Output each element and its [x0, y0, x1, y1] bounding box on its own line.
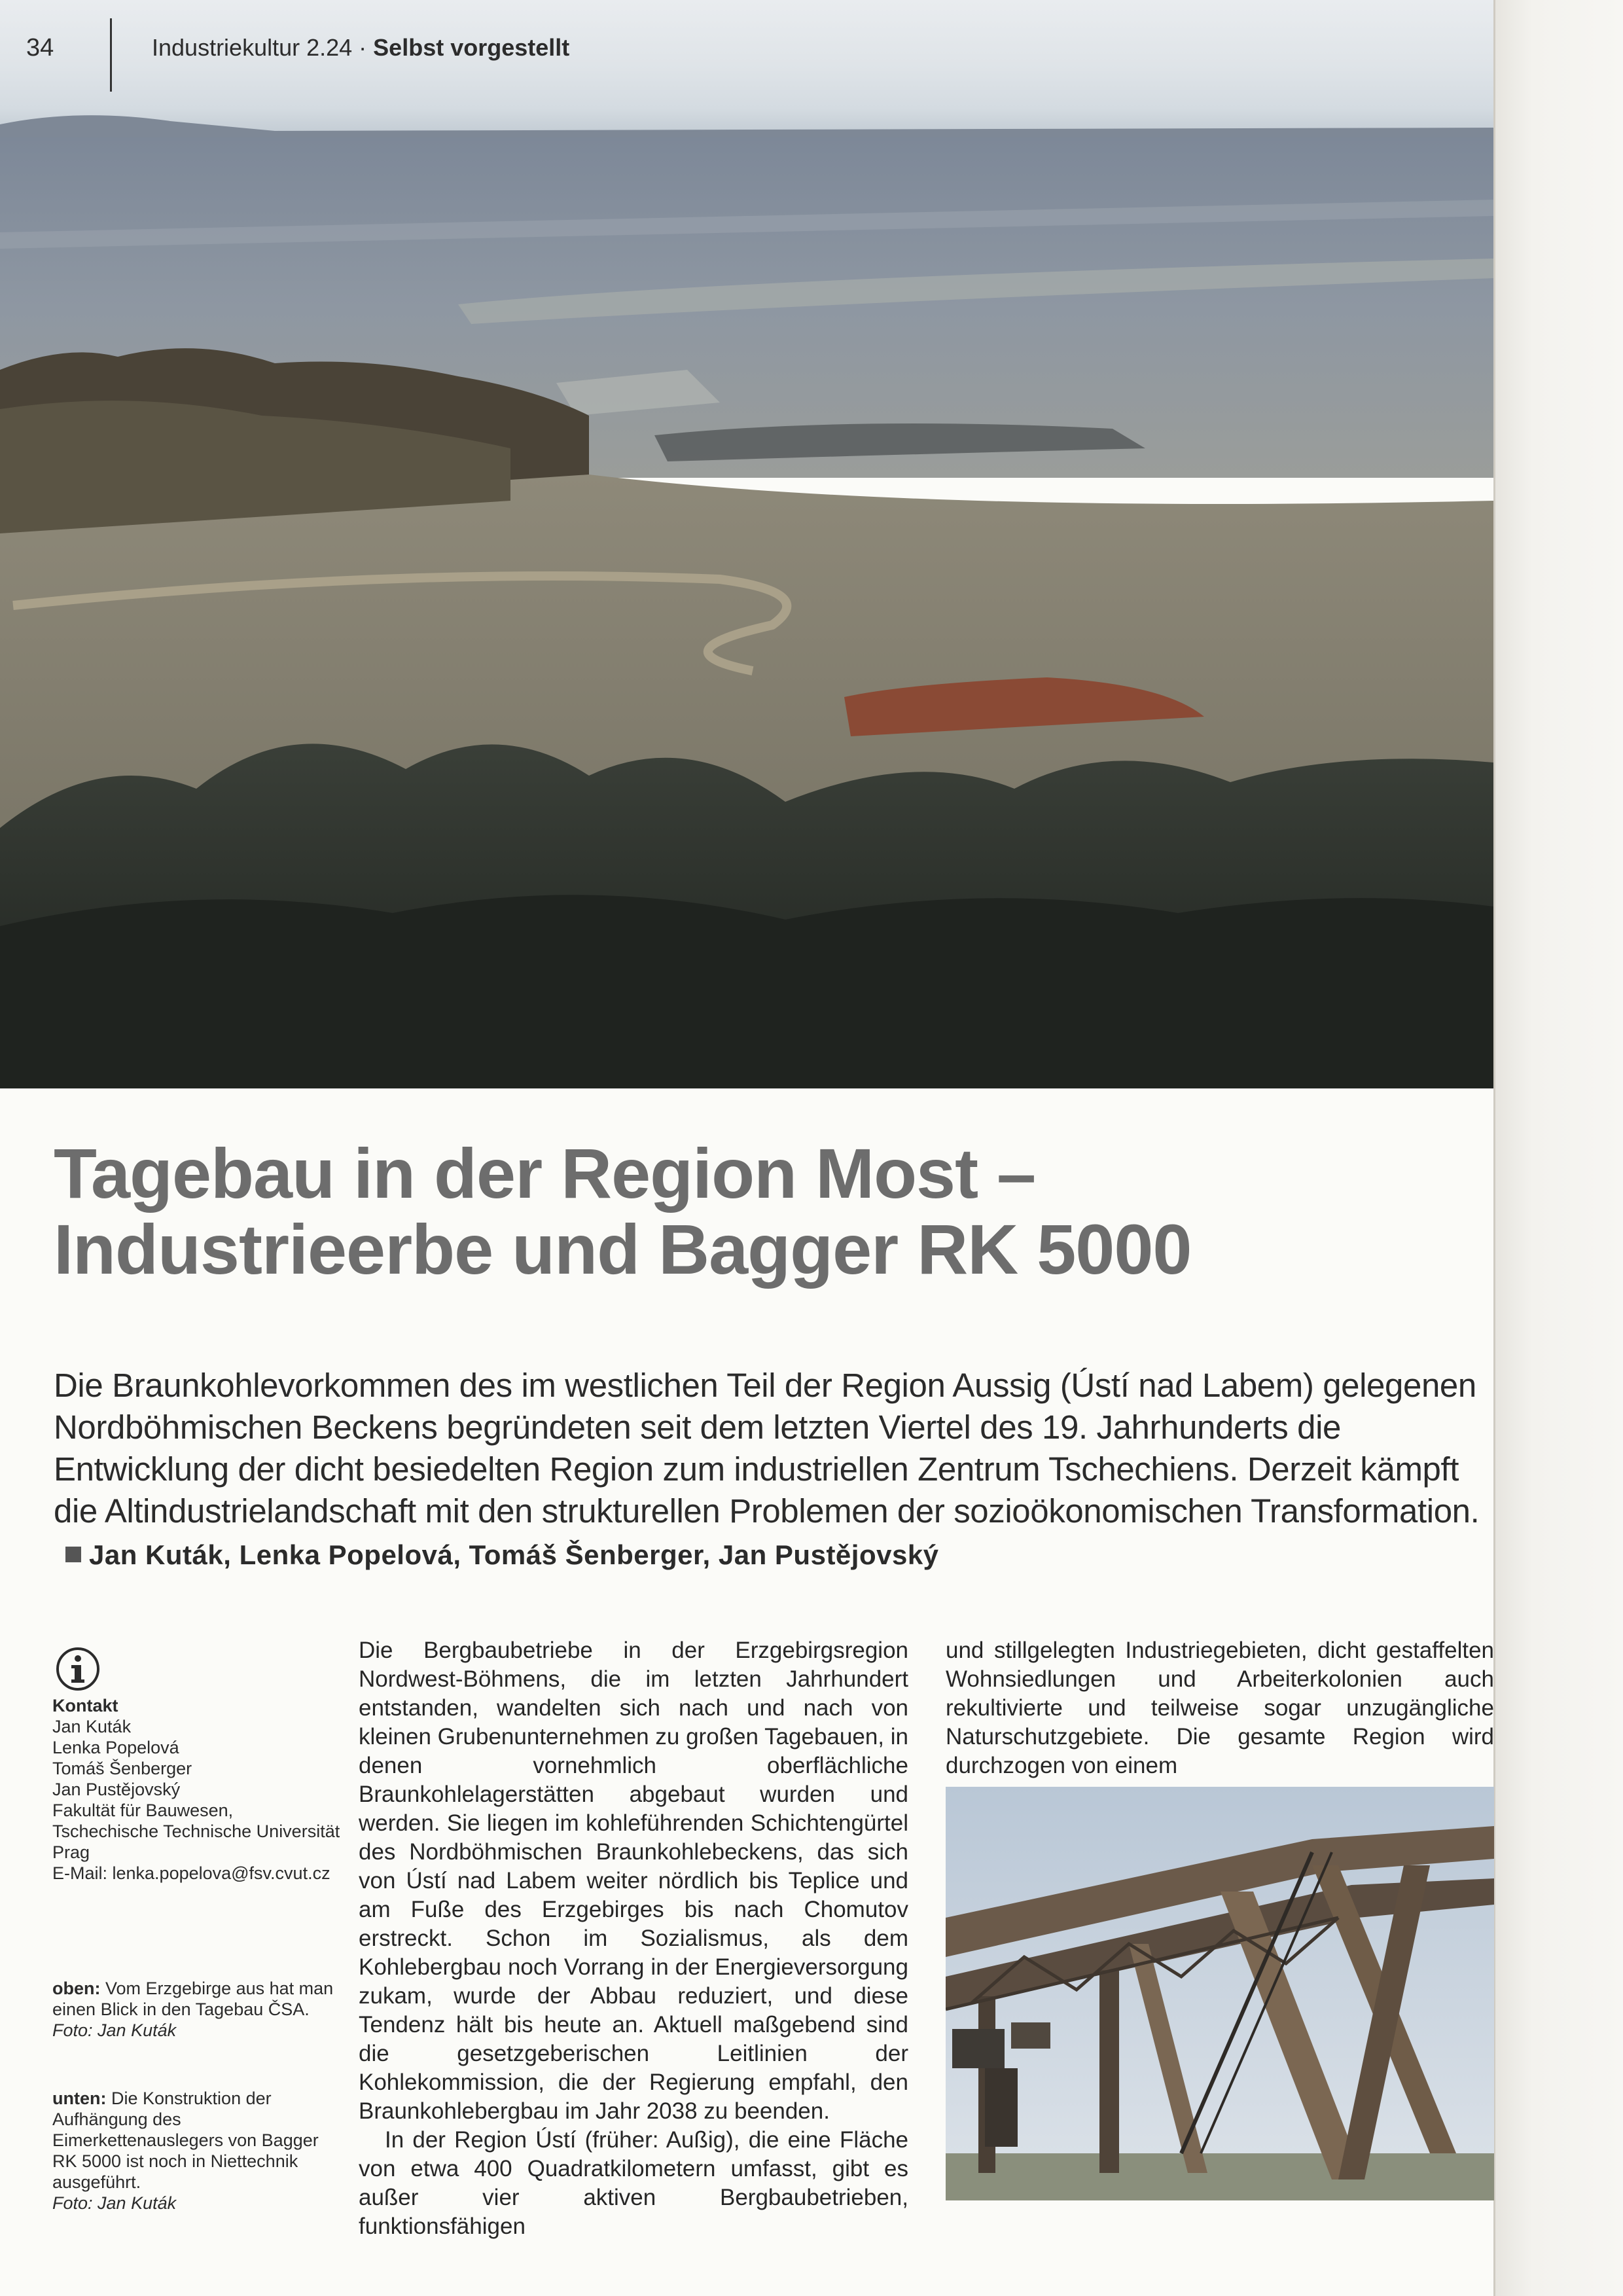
- caption-label: unten:: [52, 2089, 107, 2108]
- contact-line: Fakultät für Bauwesen, Tschechische Technische Universität Prag: [52, 1801, 340, 1862]
- photo-credit: Foto: Jan Kuták: [52, 2020, 177, 2040]
- page-edge: [1493, 0, 1623, 2296]
- excavator-steel-structure-photo: [946, 1787, 1494, 2200]
- contact-email: E-Mail: lenka.popelova@fsv.cvut.cz: [52, 1863, 330, 1883]
- contact-line: Tomáš Šenberger: [52, 1759, 192, 1778]
- photo-credit: Foto: Jan Kuták: [52, 2193, 177, 2213]
- page-header: [0, 0, 1493, 108]
- body-column-middle: [359, 1636, 908, 2241]
- section-subtitle: Selbst vorgestellt: [373, 34, 570, 61]
- title-line-1: Tagebau in der Region Most –: [54, 1134, 1036, 1213]
- caption-bottom: [52, 2088, 340, 2214]
- page-number: 34: [26, 34, 54, 62]
- title-line-2: Industrieerbe und Bagger RK 5000: [54, 1210, 1192, 1289]
- info-circle-icon: [55, 1646, 101, 1692]
- section-title: [152, 34, 569, 62]
- contact-line: Jan Pustějovský: [52, 1780, 181, 1799]
- contact-line: Jan Kuták: [52, 1717, 132, 1736]
- contact-box: [52, 1695, 340, 1884]
- caption-text: Die Konstruktion der Aufhängung des Eimerkettenauslegers von Bagger RK 5000 ist noch in Niettechnik ausgeführt.: [52, 2089, 319, 2192]
- hero-photo: [0, 108, 1493, 1088]
- section-name: Industriekultur 2.24 ·: [152, 34, 374, 61]
- article-title: [54, 1136, 1461, 1287]
- body-paragraph: Die Bergbaubetriebe in der Erzgebirgsregion Nordwest-Böhmens, die im letzten Jahrhundert entstanden, wandelten sich nach und nach von kleinen Grubenunternehmen zu großen Tagebauen, in denen vornehmlich oberflächliche Braunkohlelagerstätten abgebaut wurden und werden. Sie liegen im kohleführenden Schichtengürtel des Nordböhmischen Braunkohlebeckens, das sich von Ústí nad Labem weiter nördlich bis Teplice und am Fuße des Erzgebirges bis nach Chomutov erstreckt. Schon im Sozialismus, als dem Kohlebergbau noch Vorrang in der Energieversorgung zukam, wurde der Abbau reduziert, und diese Tendenz hält bis heute an. Aktuell maßgebend sind die gesetzgeberischen Leitlinien der Kohlekommission, die der Regierung empfahl, den Braunkohlebergbau im Jahr 2038 zu beenden.: [359, 1638, 908, 2124]
- excavator-photo: [946, 1787, 1494, 2200]
- body-paragraph: und stillgelegten Industriegebieten, dicht gestaffelten Wohnsiedlungen und Arbeiterkolonien auch rekultivierte und teilweise sogar unzugängliche Naturschutzgebiete. Die gesamte Region wird durchzogen von einem: [946, 1638, 1494, 1778]
- lead-text: Die Braunkohlevorkommen des im westlichen Teil der Region Aussig (Ústí nad Labem) gelegenen Nordböhmischen Beckens begründeten seit dem letzten Viertel des 19. Jahrhunderts die Entwicklung der dicht besiedelten Region zum industriellen Zentrum Tschechiens. Derzeit kämpft die Altindustrielandschaft mit den strukturellen Problemen der sozioökonomischen Transformation.: [54, 1367, 1480, 1530]
- lead-paragraph: [54, 1365, 1493, 1576]
- contact-label: Kontakt: [52, 1696, 118, 1715]
- end-square-icon: [65, 1547, 81, 1562]
- contact-line: Lenka Popelová: [52, 1738, 179, 1757]
- header-divider: [110, 18, 112, 92]
- author-byline: Jan Kuták, Lenka Popelová, Tomáš Šenberger, Jan Pustějovský: [89, 1539, 939, 1570]
- body-column-right: [946, 1636, 1494, 1780]
- caption-text: Vom Erzgebirge aus hat man einen Blick in den Tagebau ČSA.: [52, 1979, 334, 2019]
- body-paragraph: In der Region Ústí (früher: Außig), die eine Fläche von etwa 400 Quadratkilometern umfasst, gibt es außer vier aktiven Bergbaubetrieben, funktionsfähigen: [359, 2127, 908, 2239]
- open-pit-mine-landscape-photo: [0, 108, 1493, 1088]
- caption-label: oben:: [52, 1979, 101, 1998]
- caption-top: [52, 1978, 340, 2041]
